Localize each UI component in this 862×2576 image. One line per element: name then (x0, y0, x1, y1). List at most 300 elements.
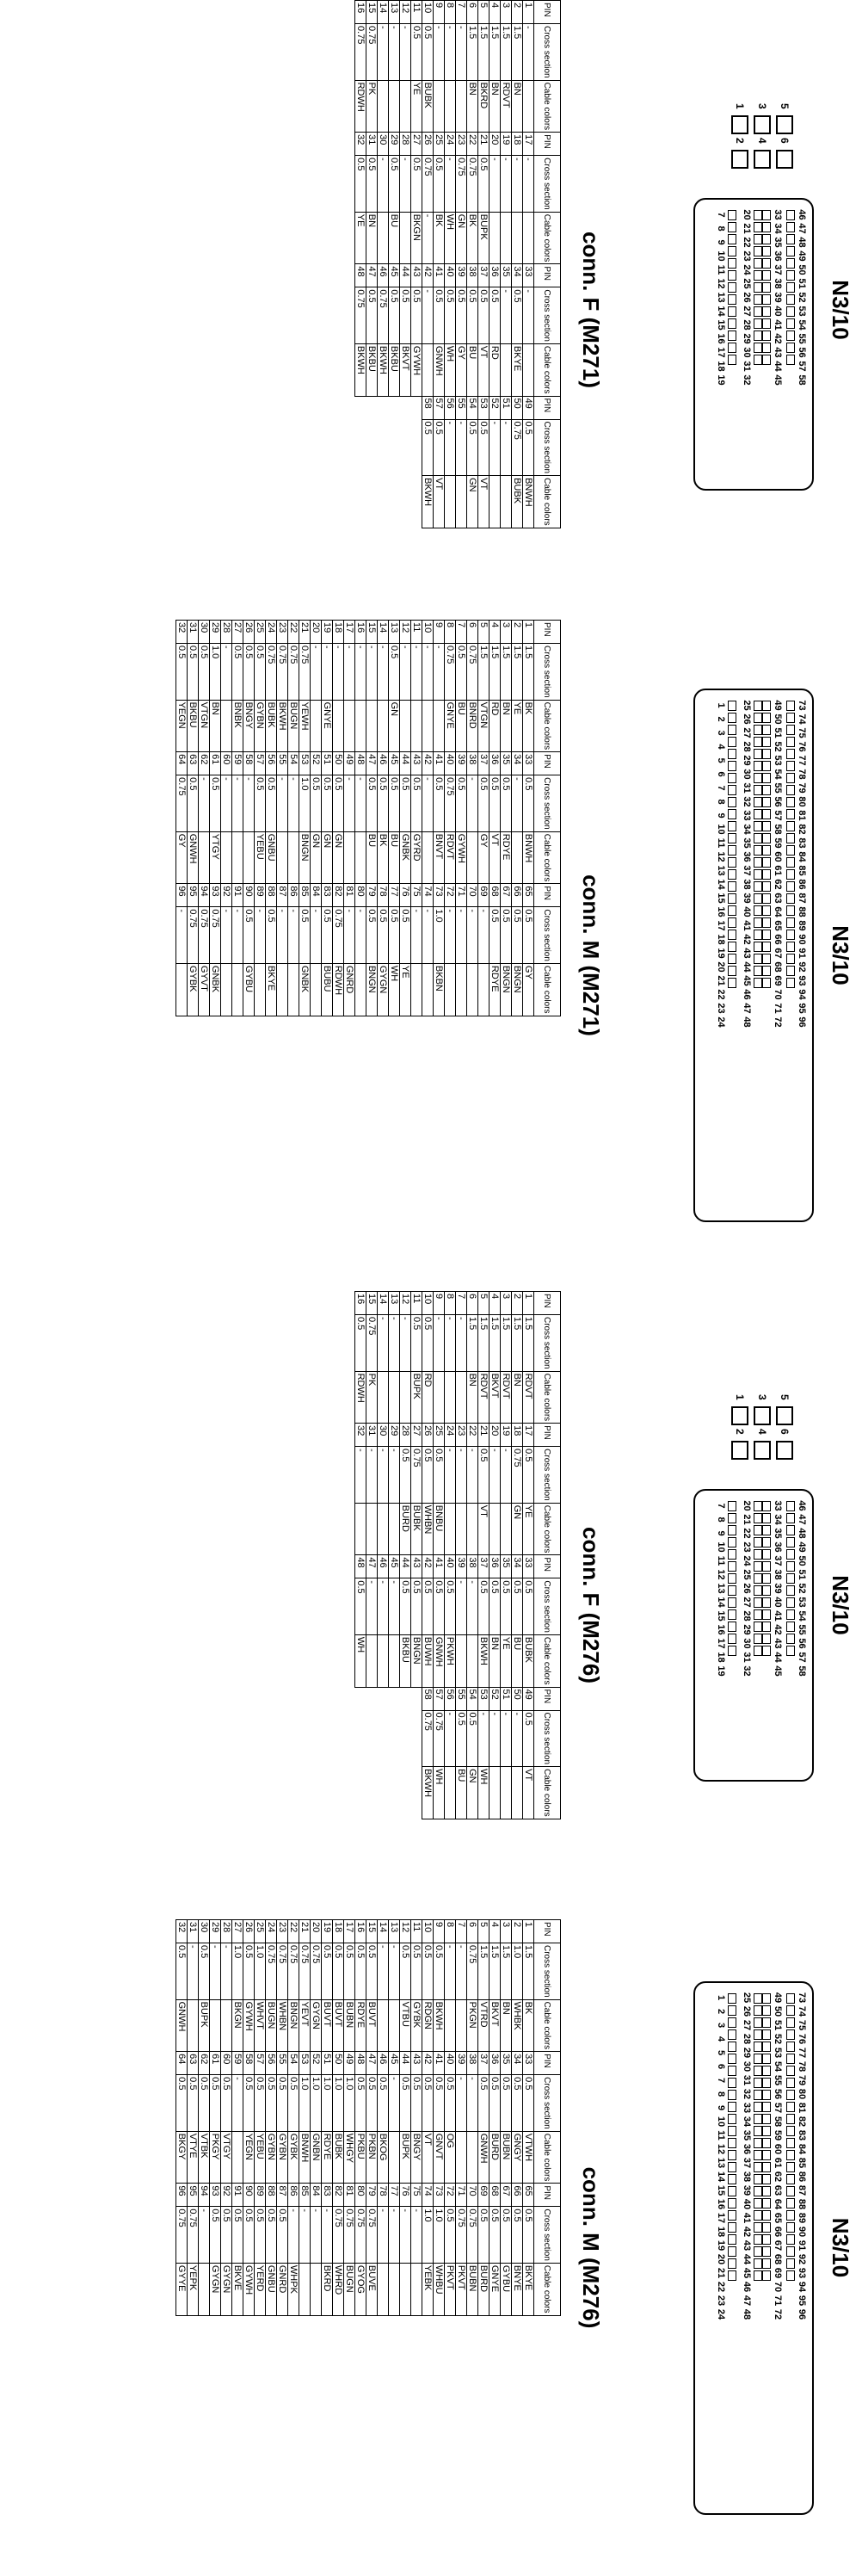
cable-color: BN (501, 1999, 512, 2052)
connector-pin-slots (728, 210, 736, 365)
cable-color (378, 1371, 389, 1424)
pin-slot (728, 2066, 736, 2076)
pin-number: 88 (266, 2184, 277, 2207)
connector-pin-label: 9 (716, 812, 726, 819)
cable-color: GYWH (243, 1999, 255, 2052)
connector-pin-label: 10 (716, 2116, 726, 2128)
cable-color: BUBN (344, 1999, 355, 2052)
cable-color (176, 963, 188, 1016)
cable-color (456, 963, 467, 1016)
pin-slot (728, 1646, 736, 1656)
cable-color: BKGN (411, 212, 422, 264)
cable-color: BN (512, 80, 523, 133)
pin-slot (786, 2222, 795, 2233)
small-pin-box (754, 150, 771, 169)
pin-slot (786, 2186, 795, 2196)
connector-pin-label: 55 (773, 2074, 783, 2086)
empty-cell (389, 1710, 400, 1767)
connector-pin-label: 42 (773, 1624, 783, 1635)
pin-number: 16 (355, 1920, 366, 1943)
table-row (355, 1, 366, 528)
cable-color: VTGN (478, 700, 489, 752)
pin-slot (786, 234, 795, 244)
pin-number: 31 (366, 1424, 378, 1447)
pin-slot (754, 737, 762, 747)
empty-cell (378, 1767, 389, 1819)
cross-section: 0.75 (176, 775, 188, 832)
pin-slot (762, 234, 771, 244)
pin-number: 56 (445, 1687, 456, 1710)
pin-number: 93 (210, 2184, 221, 2207)
pin-slot (754, 1573, 762, 1584)
connector-pin-label: 21 (716, 975, 726, 986)
table-row (378, 1, 389, 528)
pin-slot (728, 881, 736, 892)
pin-number: 49 (523, 1687, 534, 1710)
cross-section: - (199, 775, 210, 832)
connector-pin-label: 30 (742, 2060, 752, 2073)
connector-pin-label: 28 (742, 1610, 752, 1622)
pin-number: 53 (478, 396, 489, 419)
cable-color: BKGN (232, 1999, 243, 2052)
pin-number: 60 (221, 2052, 232, 2075)
pin-number: 50 (512, 396, 523, 419)
cable-color: GYWH (243, 2263, 255, 2315)
cross-section: - (389, 1943, 400, 2000)
pin-number: 1 (523, 621, 534, 644)
pin-slot (762, 2138, 771, 2148)
cable-color (232, 963, 243, 1016)
pin-number: 35 (501, 752, 512, 775)
column-header-pin: PIN (534, 264, 561, 287)
connector-pin-label: 8 (716, 1517, 726, 1523)
connector-pin-label: 56 (773, 796, 783, 807)
connector-pin-label: 5 (716, 2049, 726, 2056)
connector-pin-label: 33 (773, 1500, 783, 1511)
connector-pin-label: 96 (797, 1016, 807, 1028)
empty-cell (411, 476, 422, 528)
connector-pin-label: 47 (742, 1003, 752, 1014)
connector-pin-label: 40 (742, 2198, 752, 2210)
cross-section: 1.5 (478, 644, 489, 701)
cross-section: - (434, 644, 445, 701)
cross-section: 0.5 (366, 2075, 378, 2132)
connector-pin-label: 66 (773, 2226, 783, 2238)
pin-slot (728, 306, 736, 317)
pin-number: 57 (255, 2052, 266, 2075)
cross-section: 0.5 (400, 1943, 411, 2000)
connector-pin-label: 78 (797, 2060, 807, 2073)
small-pin-label: 1 (734, 1394, 746, 1400)
pin-number: 2 (512, 1, 523, 24)
pin-number: 19 (501, 133, 512, 156)
connector-pin-label: 36 (773, 250, 783, 262)
cross-section: 0.5 (456, 1710, 467, 1767)
cable-color: GYRD (411, 831, 422, 884)
pin-slot (762, 1634, 771, 1644)
cable-color: RDYE (322, 2131, 333, 2184)
cross-section: - (378, 1578, 389, 1635)
pin-number: 48 (355, 752, 366, 775)
connector-pin-label: 43 (773, 1638, 783, 1649)
cross-section: 0.75 (366, 1315, 378, 1372)
pin-number: 46 (378, 1555, 389, 1578)
pin-slot (786, 222, 795, 232)
cross-section: - (366, 1447, 378, 1504)
pin-number: 39 (456, 264, 467, 287)
pin-slot (754, 2234, 762, 2245)
pin-number: 22 (467, 133, 478, 156)
connector-pin-row (797, 699, 807, 1029)
cable-color: GY (456, 343, 467, 396)
column-header-cable: Cable colors (534, 2263, 561, 2315)
connector-pin-label: 57 (773, 810, 783, 821)
connector-pin-label: 14 (716, 306, 726, 317)
pin-number: 32 (176, 1920, 188, 1943)
pin-number: 21 (478, 133, 489, 156)
pin-number: 75 (411, 884, 422, 907)
cable-color: BURD (400, 1503, 411, 1555)
pin-number: 10 (422, 1, 434, 24)
pin-slot (762, 773, 771, 783)
connector-pin-label: 35 (742, 837, 752, 849)
pin-slot (762, 222, 771, 232)
section-title: N3/10 (828, 2217, 853, 2278)
cross-section: 1.0 (512, 1943, 523, 2000)
cable-color: BKBU (188, 700, 199, 752)
cable-color (389, 80, 400, 133)
pin-number: 20 (489, 1424, 501, 1447)
pin-slot (728, 270, 736, 281)
column-header-pin: PIN (534, 884, 561, 907)
connector-pin-label: 27 (742, 2019, 752, 2031)
pin-number: 13 (389, 1, 400, 24)
connector-pin-label: 1 (716, 1994, 726, 2001)
pin-number: 29 (210, 1920, 221, 1943)
pin-slot (762, 294, 771, 305)
cable-color: BKWH (422, 476, 434, 528)
cross-section: 0.5 (478, 419, 489, 476)
pin-slot (728, 2246, 736, 2257)
cross-section: - (489, 1710, 501, 1767)
pin-number: 11 (411, 1920, 422, 1943)
connector-pin-label: 42 (773, 333, 783, 344)
pin-slot (754, 1549, 762, 1560)
cable-color (378, 80, 389, 133)
connector-pin-label: 82 (797, 824, 807, 835)
cross-section: 0.5 (434, 2075, 445, 2132)
connector-pin-row (716, 208, 726, 386)
connector-pin-label: 15 (716, 893, 726, 904)
table-row (366, 1, 378, 528)
pin-slot (754, 2162, 762, 2172)
pin-number: 31 (188, 1920, 199, 1943)
cable-color: YEBK (422, 2263, 434, 2315)
connector-pin-label: 55 (797, 1624, 807, 1635)
pin-slot (728, 2102, 736, 2112)
empty-cell (389, 476, 400, 528)
pin-slot (762, 930, 771, 940)
cable-color (411, 700, 422, 752)
connector-pin-label: 19 (716, 2239, 726, 2252)
cross-section: 0.5 (176, 2075, 188, 2132)
cable-color (422, 831, 434, 884)
pin-slot (786, 2162, 795, 2172)
cable-color: BK (467, 212, 478, 264)
pin-slot (786, 355, 795, 365)
cable-color (456, 476, 467, 528)
connector-pin-label: 11 (716, 264, 726, 275)
cross-section: - (400, 1315, 411, 1372)
pin-number: 64 (176, 2052, 188, 2075)
cable-color: GN (322, 831, 333, 884)
connector-pin-label: 54 (773, 769, 783, 780)
pin-slot (754, 785, 762, 795)
pin-slot (754, 2090, 762, 2100)
connector-pin-label: 31 (742, 782, 752, 794)
cable-color: VT (478, 343, 489, 396)
connector-pin-label: 91 (797, 2239, 807, 2252)
pin-slot (728, 821, 736, 831)
cable-color: PKGN (467, 1999, 478, 2052)
cross-section: - (389, 2207, 400, 2264)
small-connector (728, 1394, 793, 1463)
cable-color (288, 963, 299, 1016)
connector-pin-label: 92 (797, 2253, 807, 2265)
connector-pin-label: 2 (716, 2008, 726, 2015)
pin-slot (754, 306, 762, 317)
pin-number: 44 (400, 264, 411, 287)
pin-slot (728, 930, 736, 940)
connector-pin-label: 45 (742, 975, 752, 986)
connector-pin-label: 94 (797, 2281, 807, 2293)
pin-number: 86 (288, 884, 299, 907)
pin-number: 47 (366, 2052, 378, 2075)
cross-section: - (355, 907, 366, 964)
connector-pin-label: 53 (797, 306, 807, 317)
pin-slot (762, 917, 771, 928)
pin-slot (762, 1549, 771, 1560)
connector-pin-label: 2 (716, 716, 726, 722)
pin-number: 47 (366, 752, 378, 775)
table-row (322, 621, 333, 1016)
pin-slot (728, 857, 736, 868)
cable-color: RD (422, 1371, 434, 1424)
connector-pin-label: 47 (797, 1514, 807, 1525)
pin-number: 18 (512, 1424, 523, 1447)
pin-number: 64 (176, 752, 188, 775)
pin-slot (762, 2102, 771, 2112)
connector-pin-label: 15 (716, 2184, 726, 2196)
connector-pin-label: 52 (797, 1583, 807, 1594)
cable-color: BKVT (400, 343, 411, 396)
cable-color: BKYE (523, 2263, 534, 2315)
connector-pin-label: 14 (716, 1597, 726, 1608)
pin-number: 17 (344, 1920, 355, 1943)
pin-number: 59 (232, 2052, 243, 2075)
cable-color (489, 1503, 501, 1555)
cross-section: 0.5 (434, 156, 445, 213)
small-pin-box (776, 150, 793, 169)
pin-slot (762, 701, 771, 711)
pin-slot (762, 2198, 771, 2208)
pin-number: 14 (378, 1, 389, 24)
connector-pin-label: 95 (797, 2295, 807, 2307)
pin-number: 84 (311, 2184, 322, 2207)
connector-pin-label: 86 (797, 2171, 807, 2183)
cable-color: BU (512, 1634, 523, 1687)
connector-pin-label: 38 (742, 879, 752, 890)
pin-number: 10 (422, 621, 434, 644)
cross-section: 0.5 (445, 2075, 456, 2132)
cable-color: GY (523, 963, 534, 1016)
cable-color: RDVT (478, 1371, 489, 1424)
pin-number: 56 (266, 752, 277, 775)
pin-number: 86 (288, 2184, 299, 2207)
cross-section: 0.5 (467, 419, 478, 476)
connector-pin-label: 10 (716, 824, 726, 835)
cable-color (523, 212, 534, 264)
cable-color (501, 476, 512, 528)
connector-pin-label: 24 (716, 2308, 726, 2320)
table-row (277, 1920, 288, 2316)
cross-section: - (400, 644, 411, 701)
cable-color: GYGN (311, 1999, 322, 2052)
connector-pin-label: 40 (773, 306, 783, 317)
cable-color (333, 700, 344, 752)
cable-color (456, 1503, 467, 1555)
pin-slot (762, 2114, 771, 2124)
pin-slot (754, 1561, 762, 1572)
pin-number: 65 (523, 884, 534, 907)
connector-pin-label: 58 (773, 2116, 783, 2128)
cross-section: 0.75 (366, 2207, 378, 2264)
pin-slot (754, 1501, 762, 1511)
pin-slot (762, 2054, 771, 2064)
connector-pin-label: 72 (773, 2308, 783, 2320)
connector-pin-label: 32 (742, 1665, 752, 1677)
pin-slot (786, 785, 795, 795)
pin-number: 22 (288, 621, 299, 644)
cable-color: RDVT (445, 831, 456, 884)
pin-slot (728, 942, 736, 952)
pin-slot (762, 942, 771, 952)
cable-color (434, 1371, 445, 1424)
pin-number: 34 (512, 752, 523, 775)
pin-slot (786, 294, 795, 305)
cable-color (422, 963, 434, 1016)
pin-slot (754, 1537, 762, 1547)
pin-slot (786, 318, 795, 329)
connector-pin-slots (786, 210, 795, 365)
pin-number: 38 (467, 264, 478, 287)
pin-slot (762, 2078, 771, 2088)
cable-color (456, 2131, 467, 2184)
cable-color: GYYE (176, 2263, 188, 2315)
connector-pin-label: 50 (773, 2005, 783, 2017)
empty-cell (366, 476, 378, 528)
pin-number: 82 (333, 2184, 344, 2207)
pin-slot (728, 2186, 736, 2196)
empty-cell (411, 396, 422, 419)
cable-color: BNGN (512, 963, 523, 1016)
cable-color: WHGY (344, 2131, 355, 2184)
pin-slot (786, 1993, 795, 2004)
pin-number: 48 (355, 2052, 366, 2075)
cable-color: YE (523, 1503, 534, 1555)
connector-pin-label: 11 (716, 837, 726, 849)
pin-table (175, 620, 561, 1016)
cable-color: BUGN (288, 700, 299, 752)
pin-slot (762, 2042, 771, 2052)
cable-color: BU (389, 212, 400, 264)
pin-number: 17 (523, 1424, 534, 1447)
pin-number: 66 (512, 2184, 523, 2207)
cable-color: BKWH (422, 1767, 434, 1819)
cable-color: BKBU (389, 343, 400, 396)
cable-color (210, 1999, 221, 2052)
connector-pin-label: 56 (797, 347, 807, 358)
connector-pin-label: 17 (716, 347, 726, 358)
pin-slot (728, 355, 736, 365)
pin-number: 21 (478, 1424, 489, 1447)
connector-pin-label: 87 (797, 893, 807, 904)
pin-slot (728, 845, 736, 856)
pin-slot (728, 2005, 736, 2016)
connector-pin-label: 47 (742, 2295, 752, 2307)
pin-number: 45 (389, 1555, 400, 1578)
pin-number: 59 (232, 752, 243, 775)
cross-section: 0.75 (445, 644, 456, 701)
pin-slot (762, 2222, 771, 2233)
pin-slot (728, 1537, 736, 1547)
cross-section: 0.5 (489, 287, 501, 344)
table-row (523, 1292, 534, 1819)
connector-pin-label: 20 (716, 961, 726, 973)
cable-color: RDVT (523, 1371, 534, 1424)
cross-section: 1.5 (478, 24, 489, 81)
pin-number: 40 (445, 752, 456, 775)
connector-pin-label: 4 (716, 2035, 726, 2042)
cable-color: BNBU (434, 1503, 445, 1555)
connector-pin-label: 78 (797, 769, 807, 780)
connector-pin-label: 12 (716, 1569, 726, 1580)
cross-section: 0.5 (478, 1447, 489, 1504)
pin-number: 7 (456, 1920, 467, 1943)
pin-slot (754, 833, 762, 843)
cable-color: BUBK (411, 1503, 422, 1555)
pin-number: 87 (277, 884, 288, 907)
small-pin-box (754, 1406, 771, 1425)
pin-slot (762, 1993, 771, 2004)
cable-color (232, 831, 243, 884)
connector-pin-row (773, 1992, 783, 2321)
cable-color: GNBN (311, 2131, 322, 2184)
pin-number: 80 (355, 2184, 366, 2207)
connector-pin-label: 29 (742, 333, 752, 344)
cross-section: - (288, 907, 299, 964)
pin-slot (786, 725, 795, 735)
pin-slot (762, 1525, 771, 1535)
pin-slot (786, 343, 795, 353)
connector-pin-label: 22 (716, 989, 726, 1000)
table-row (232, 1920, 243, 2316)
cross-section: 0.5 (221, 2207, 232, 2264)
cross-section: - (445, 907, 456, 964)
cable-color (355, 1503, 366, 1555)
connector-pin-label: 51 (773, 727, 783, 738)
cross-section: - (422, 287, 434, 344)
